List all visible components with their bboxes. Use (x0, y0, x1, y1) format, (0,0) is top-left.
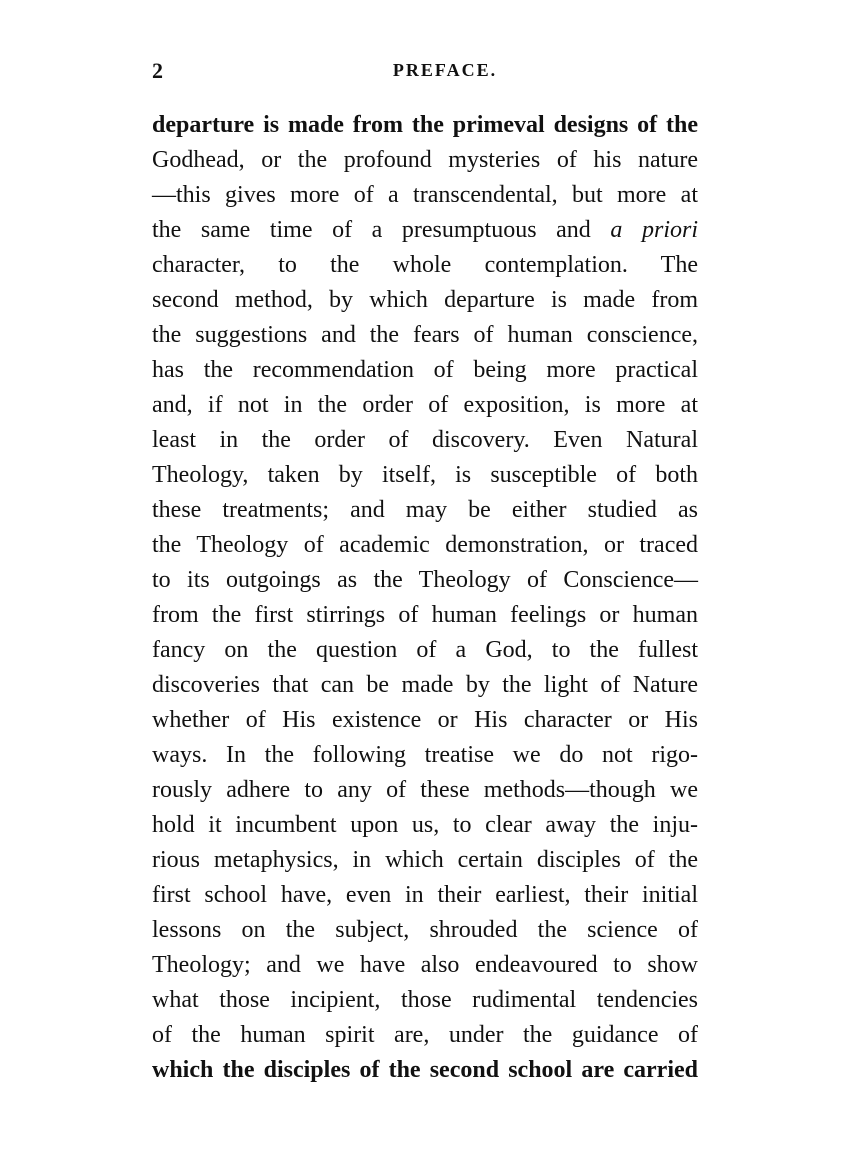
text-line-28: which the disciples of the second school are carried (152, 1057, 698, 1083)
page-number: 2 (152, 58, 164, 83)
text-line-13: the Theology of academic demonstration, or traced (152, 532, 698, 558)
text-line-27: of the human spirit are, under the guidance of (152, 1022, 698, 1048)
body-text (152, 108, 698, 1088)
text-line-4 (152, 213, 698, 248)
text-line-1: departure is made from the primeval designs of the (152, 112, 698, 138)
text-line-5: character, to the whole contemplation. The (152, 252, 698, 278)
text-line-26: what those incipient, those rudimental tendencies (152, 987, 698, 1013)
text-line-10: least in the order of discovery. Even Natural (152, 427, 698, 453)
text-line-15: from the first stirrings of human feelings or human (152, 602, 698, 628)
text-line-21: hold it incumbent upon us, to clear away the inju- (152, 812, 698, 838)
text-line-25: Theology; and we have also endeavoured to show (152, 952, 698, 978)
text-line-3: —this gives more of a transcendental, but more at (152, 182, 698, 208)
text-line-11: Theology, taken by itself, is susceptible of both (152, 462, 698, 488)
running-head-title: PREFACE. (392, 60, 498, 80)
text-line-17: discoveries that can be made by the light of Nature (152, 672, 698, 698)
text-line-8: has the recommendation of being more practical (152, 357, 698, 383)
text-line-16: fancy on the question of a God, to the fullest (152, 637, 698, 663)
text-line-19: ways. In the following treatise we do not rigo- (152, 742, 698, 768)
text-line-2: Godhead, or the profound mysteries of his nature (152, 147, 698, 173)
text-line-6: second method, by which departure is made from (152, 287, 698, 313)
text-line-4-roman: the same time of a presumptuous and (152, 217, 611, 243)
text-line-4-italic: a priori (610, 217, 698, 243)
text-line-7: the suggestions and the fears of human conscience, (152, 322, 698, 348)
text-line-18: whether of His existence or His character or His (152, 707, 698, 733)
text-line-12: these treatments; and may be either studied as (152, 497, 698, 523)
text-line-22: rious metaphysics, in which certain disciples of the (152, 847, 698, 873)
running-head (152, 58, 698, 88)
text-line-23: first school have, even in their earliest, their initial (152, 882, 698, 908)
text-line-24: lessons on the subject, shrouded the science of (152, 917, 698, 943)
text-line-14: to its outgoings as the Theology of Conscience— (152, 567, 698, 593)
text-line-9: and, if not in the order of exposition, is more at (152, 392, 698, 418)
text-line-20: rously adhere to any of these methods—though we (152, 777, 698, 803)
